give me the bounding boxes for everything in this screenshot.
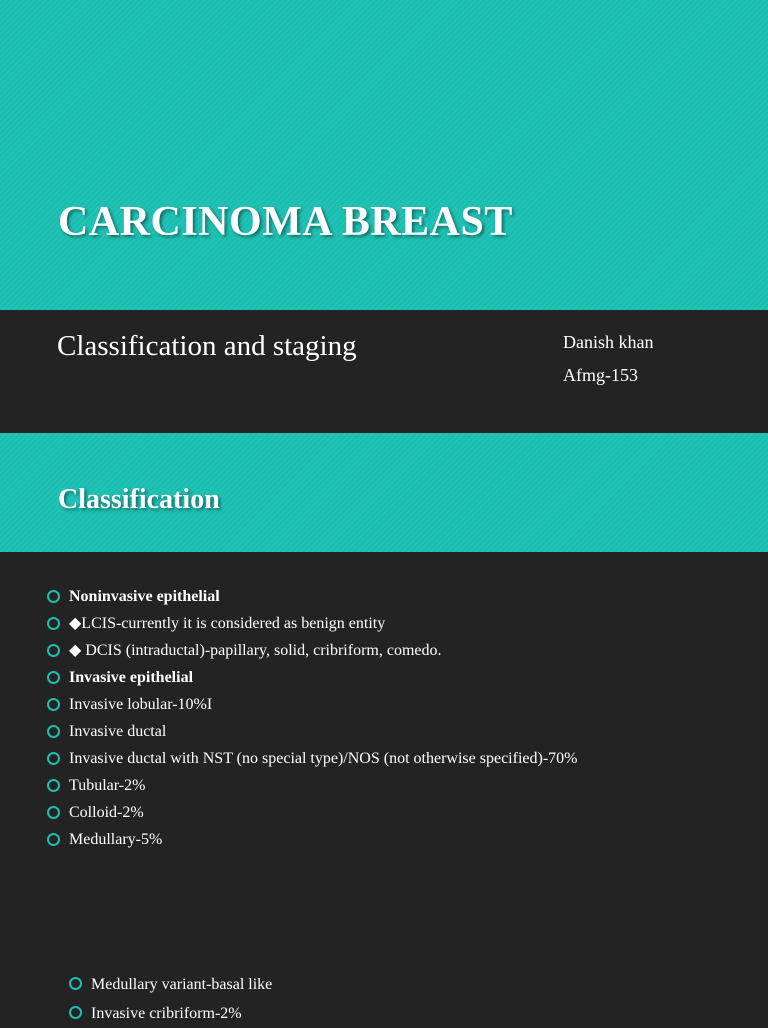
list-item-text: ◆LCIS-currently it is considered as benign entity xyxy=(69,615,386,632)
hollow-circle-icon xyxy=(47,644,60,657)
list-item-text: Invasive cribriform-2% xyxy=(91,1005,242,1022)
classification-list xyxy=(47,583,747,853)
list-item xyxy=(47,583,747,610)
list-item xyxy=(47,799,747,826)
list-item-text: Colloid-2% xyxy=(69,804,144,821)
list-item xyxy=(47,664,747,691)
hollow-circle-icon xyxy=(47,752,60,765)
hollow-circle-icon xyxy=(47,671,60,684)
list-item-text: Invasive lobular-10%I xyxy=(69,696,213,713)
list-item-text: Medullary-5% xyxy=(69,831,163,848)
title-slide-banner xyxy=(0,0,768,310)
hollow-circle-icon xyxy=(69,977,82,990)
hollow-circle-icon xyxy=(47,806,60,819)
classification-slide-banner xyxy=(0,433,768,552)
title-slide-footer xyxy=(0,310,768,433)
author-name: Danish khan xyxy=(563,332,654,352)
classification-list-continued xyxy=(69,970,669,1028)
list-item xyxy=(47,691,747,718)
list-item xyxy=(47,718,747,745)
list-item xyxy=(47,826,747,853)
list-item-text: Tubular-2% xyxy=(69,777,146,794)
list-item xyxy=(47,745,747,772)
list-item-text: Invasive ductal xyxy=(69,723,167,740)
hollow-circle-icon xyxy=(69,1006,82,1019)
list-item xyxy=(69,970,669,999)
hollow-circle-icon xyxy=(47,833,60,846)
list-item-text: Invasive epithelial xyxy=(69,669,194,686)
classification-slide-body xyxy=(0,552,768,1024)
list-item xyxy=(47,772,747,799)
hollow-circle-icon xyxy=(47,698,60,711)
list-item-text: Medullary variant-basal like xyxy=(91,976,273,993)
hollow-circle-icon xyxy=(47,590,60,603)
list-item-text: Invasive ductal with NST (no special type)/NOS (not otherwise specified)-70% xyxy=(69,750,578,767)
list-item-text: Noninvasive epithelial xyxy=(69,588,220,605)
author-id: Afmg-153 xyxy=(563,365,638,385)
slide-subtitle: Classification and staging xyxy=(57,330,357,362)
hollow-circle-icon xyxy=(47,779,60,792)
hollow-circle-icon xyxy=(47,725,60,738)
hollow-circle-icon xyxy=(47,617,60,630)
classification-title: Classification xyxy=(58,484,220,515)
list-item xyxy=(47,610,747,637)
list-item-text: ◆ DCIS (intraductal)-papillary, solid, cribriform, comedo. xyxy=(69,642,442,659)
slide-title: CARCINOMA BREAST xyxy=(58,199,513,245)
list-item xyxy=(47,637,747,664)
